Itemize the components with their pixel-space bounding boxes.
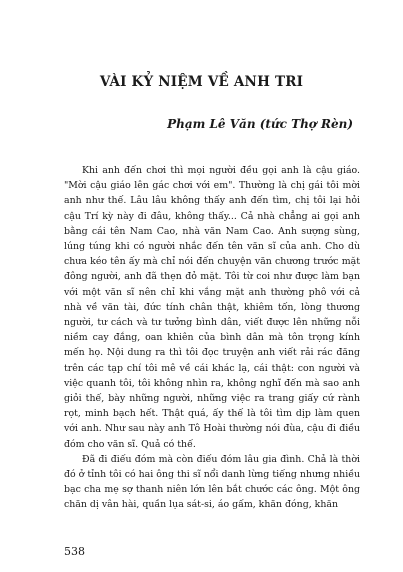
paragraph-2: Đã đi điếu đóm mà còn điếu đóm lâu gia đình. Chả là thời đó ở tỉnh tôi có hai ông thi sĩ nổi danh lừng tiếng nhưng nhiều bạc cha mẹ sợ thanh niên lớn lên bắt chước các ông. Một ông chăn dị vân hài, quần lụa sát-si, áo gấm, khăn đóng, khăn bbox=[64, 453, 360, 511]
author-byline: Phạm Lê Văn (tức Thợ Rèn) bbox=[167, 117, 353, 131]
page-number: 538 bbox=[64, 545, 85, 558]
article-body bbox=[64, 163, 360, 513]
article-title: VÀI KỶ NIỆM VỀ ANH TRI bbox=[99, 74, 304, 90]
paragraph-1: Khi anh đến chơi thì mọi người đều gọi anh là cậu giáo. "Mời cậu giáo lên gác chơi với em". Thường là chị gái tôi mời anh như thế. Lâu lâu không thấy anh đến tìm, chị tôi lại hỏi cậu Trí kỳ này đi đâu, không thấy... Cả nhà chẳng ai gọi anh bằng cái tên Nam Cao, nhà văn Nam Cao. Anh sượng sùng, lúng túng khi có người nhắc đến tên văn sĩ của anh. Cho dù chưa kéo tên ấy mà chỉ nói đến chuyện văn chương trước mặt đông người, anh đã thẹn đỏ mặt. Tôi từ coi như được làm bạn với một văn sĩ nên chỉ khi vắng mặt anh thường phô với cả nhà về văn tài, đức tính chân thật, khiêm tốn, lòng thương người, tư cách và tư tưởng bình dân, viết được lên những nỗi niềm cay đắng, oan khiên của bình dân mà tôn trọng kính mến họ. Nội dung ra thì tôi đọc truyện anh viết rải rác đăng trên các tạp chí tôi mê về cái khác lạ, cái thật: con người và việc quanh tôi, tôi không nhìn ra, không nghĩ đến mà sao anh giỏi thế, bày những người, những việc ra trang giấy cứ rành rọt, minh bạch hết. Thật quá, ấy thế là tôi tìm dịp làm quen với anh. Như sau này anh Tô Hoài thường nói đùa, cậu đi điều đóm cho văn sĩ. Quả có thế. bbox=[64, 165, 360, 450]
